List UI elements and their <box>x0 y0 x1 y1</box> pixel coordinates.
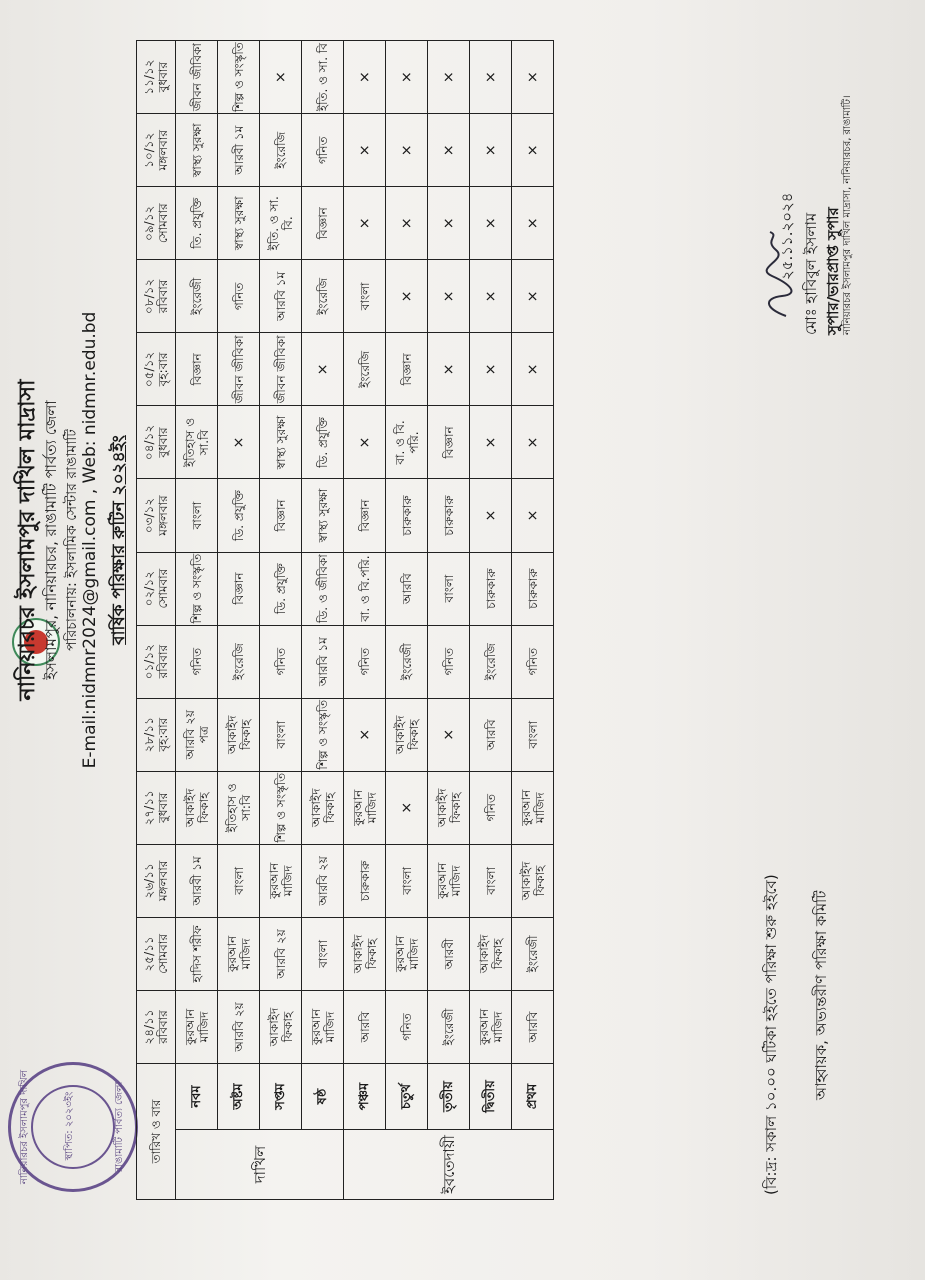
date-label: ১১/১২ <box>142 59 156 95</box>
subject-cell: × <box>428 187 470 260</box>
date-label: ০১/১২ <box>142 644 156 680</box>
subject-cell: ইংরেজী <box>176 260 218 333</box>
subject-cell: আকাইদ ফিকাহ <box>260 990 302 1063</box>
class-label: প্রথম <box>512 1064 554 1130</box>
exam-routine-table <box>136 40 554 1200</box>
director-line: পরিচালনায়: ইসলামিক সেন্টার রাঙামাটি <box>64 429 80 651</box>
table-body <box>176 41 554 1200</box>
subject-cell: আকাইদ ফিকাহ <box>218 698 260 771</box>
subject-cell: বিজ্ঞান <box>260 479 302 552</box>
subject-cell: আরবি ২য় <box>218 990 260 1063</box>
address-line: ইসলামপুর, নানিয়ারচর, রাঙামাটি পার্বত্য জেলা <box>42 400 60 680</box>
signature-stamp-text: নানিয়ারচর ইসলামপুর দাখিল মাদ্রাসা, নানিয়ারচর, রাঙামাটি। <box>842 95 853 335</box>
subject-cell: ডি. প্রযুক্তি <box>302 406 344 479</box>
date-label: ১০/১২ <box>142 132 156 168</box>
table-row <box>344 41 386 1200</box>
date-label: ০৯/১২ <box>142 205 156 241</box>
section-label: দাখিল <box>176 1130 344 1200</box>
subject-cell: বিজ্ঞান <box>302 187 344 260</box>
date-header-cell <box>137 333 176 406</box>
subject-cell: চারুকারু <box>344 844 386 917</box>
date-label: ০৫/১২ <box>142 351 156 388</box>
subject-cell: কুরআন মাজিদ <box>386 917 428 990</box>
subject-cell: বাংলা <box>470 844 512 917</box>
subject-cell: × <box>386 771 428 844</box>
subject-cell: আরবী ১ম <box>176 844 218 917</box>
subject-cell: ডি. প্রযুক্তি <box>218 479 260 552</box>
seal-mid-text: স্থাপিত: ২০২৩ইং <box>64 1091 75 1161</box>
subject-cell: আরবি <box>386 552 428 625</box>
subject-cell: হাদিস শরীফ <box>176 917 218 990</box>
subject-cell: গনিত <box>512 625 554 698</box>
day-label: বুধবার <box>156 62 170 93</box>
routine-title: বার্ষিক পরিক্ষার রুটিন ২০২৪ইং <box>109 435 129 645</box>
subject-cell: কুরআন মাজিদ <box>176 990 218 1063</box>
day-label: মঙ্গলবার <box>156 860 170 902</box>
signatory-title: সুপার/ভারপ্রাপ্ত সুপার <box>824 207 842 335</box>
subject-cell: আরবি ১ম <box>302 625 344 698</box>
date-header-cell <box>137 41 176 114</box>
day-label: সোমবার <box>156 934 170 974</box>
subject-cell: জীবন জীবিকা <box>260 333 302 406</box>
subject-cell: বিজ্ঞান <box>176 333 218 406</box>
subject-cell: × <box>302 333 344 406</box>
subject-cell: শিল্প ও সংস্কৃতি <box>260 771 302 844</box>
subject-cell: গনিত <box>260 625 302 698</box>
subject-cell: কুরআন মাজিদ <box>428 844 470 917</box>
subject-cell: স্বাস্থ্য সুরক্ষা <box>218 187 260 260</box>
subject-cell: × <box>470 114 512 187</box>
subject-cell: × <box>344 406 386 479</box>
header-corner: তারিখ ও বার <box>137 1064 176 1200</box>
subject-cell: × <box>512 41 554 114</box>
subject-cell: আরবি ২য় <box>302 844 344 917</box>
subject-cell: × <box>260 41 302 114</box>
subject-cell: ইংরেজী <box>386 625 428 698</box>
date-header-cell <box>137 771 176 844</box>
day-label: বৃহ:বার <box>156 717 170 752</box>
subject-cell: × <box>386 187 428 260</box>
date-label: ০৮/১২ <box>142 278 156 314</box>
table-row <box>176 41 218 1200</box>
subject-cell: × <box>386 41 428 114</box>
subject-cell: চারুকারু <box>428 479 470 552</box>
subject-cell: × <box>386 260 428 333</box>
subject-cell: আরবি <box>470 698 512 771</box>
subject-cell: কুরআন মাজিদ <box>470 990 512 1063</box>
subject-cell: ইতিহাস ও সা.বি <box>176 406 218 479</box>
subject-cell: × <box>512 406 554 479</box>
subject-cell: গনিত <box>218 260 260 333</box>
subject-cell: ইংরেজি <box>470 625 512 698</box>
subject-cell: কুরআন মাজিদ <box>218 917 260 990</box>
subject-cell: ইতি. ও সা. বি. <box>260 187 302 260</box>
date-label: ২৬/১১ <box>142 863 156 899</box>
subject-cell: আরবী ১ম <box>218 114 260 187</box>
date-header-cell <box>137 990 176 1063</box>
day-label: রবিবার <box>156 644 170 679</box>
subject-cell: আরবী <box>428 917 470 990</box>
subject-cell: বাংলা <box>218 844 260 917</box>
subject-cell: শিল্প ও সংস্কৃতি <box>176 552 218 625</box>
subject-cell: × <box>386 114 428 187</box>
subject-cell: × <box>512 260 554 333</box>
class-label: পঞ্চম <box>344 1064 386 1130</box>
subject-cell: বাংলা <box>176 479 218 552</box>
class-label: সপ্তম <box>260 1064 302 1130</box>
subject-cell: × <box>428 260 470 333</box>
subject-cell: আরবি ২য় <box>260 917 302 990</box>
subject-cell: আকাইদ ফিকাহ <box>344 917 386 990</box>
date-header-cell <box>137 406 176 479</box>
date-header-cell <box>137 187 176 260</box>
subject-cell: × <box>512 114 554 187</box>
subject-cell: × <box>344 41 386 114</box>
subject-cell: বিজ্ঞান <box>428 406 470 479</box>
subject-cell: ইতি. ও সা. বি <box>302 41 344 114</box>
date-header-cell <box>137 844 176 917</box>
signatory-name: মোঃ হাবিবুল ইসলাম <box>802 212 820 335</box>
day-label: মঙ্গলবার <box>156 130 170 171</box>
day-label: সোমবার <box>156 568 170 609</box>
class-label: দ্বিতীয় <box>470 1064 512 1130</box>
date-header-cell <box>137 552 176 625</box>
signature-date: ২৫.১১.২০২৪ <box>778 192 796 280</box>
day-label: মঙ্গলবার <box>156 495 170 536</box>
subject-cell: ইংরেজি <box>302 260 344 333</box>
subject-cell: বিজ্ঞান <box>386 333 428 406</box>
subject-cell: চারুকারু <box>470 552 512 625</box>
subject-cell: গনিত <box>428 625 470 698</box>
table-row <box>470 41 512 1200</box>
subject-cell: × <box>470 187 512 260</box>
table-header-row <box>137 41 176 1200</box>
subject-cell: × <box>344 114 386 187</box>
date-label: ০৩/১২ <box>142 497 156 534</box>
subject-cell: × <box>512 333 554 406</box>
subject-cell: কুরআন মাজিদ <box>344 771 386 844</box>
madrasa-seal-stamp <box>8 1062 138 1192</box>
date-label: ২৮/১১ <box>142 717 156 753</box>
subject-cell: ইংরেজী <box>428 990 470 1063</box>
date-header-cell <box>137 479 176 552</box>
subject-cell: তি. প্রযুক্তি <box>176 187 218 260</box>
subject-cell: কুরআন মাজিদ <box>512 771 554 844</box>
subject-cell: আকাইদ ফিকাহ <box>512 844 554 917</box>
subject-cell: × <box>428 114 470 187</box>
seal-top-text: নানিয়ারচর ইসলামপুর দাখিল <box>19 1069 30 1185</box>
subject-cell: বা. ও বি. পরি. <box>386 406 428 479</box>
subject-cell: বাংলা <box>428 552 470 625</box>
subject-cell: × <box>512 479 554 552</box>
subject-cell: আকাইদ ফিকাহ <box>176 771 218 844</box>
subject-cell: আকাইদ ফিকাহ <box>470 917 512 990</box>
date-label: ২৪/১১ <box>142 1009 156 1045</box>
subject-cell: স্বাস্থ্য সুরক্ষা <box>302 479 344 552</box>
subject-cell: কুরআন মাজিদ <box>302 990 344 1063</box>
subject-cell: ডি. প্রযুক্তি <box>260 552 302 625</box>
subject-cell: জীবন জীবিকা <box>176 41 218 114</box>
seal-bottom-text: রাঙামাটি পার্বত্য জেলা <box>114 1081 125 1173</box>
page-title: নানিয়ারচর ইসলামপুর দাখিল মাদ্রাসা <box>15 379 40 701</box>
date-header-cell <box>137 260 176 333</box>
subject-cell: ইংরেজি <box>344 333 386 406</box>
subject-cell: × <box>512 187 554 260</box>
subject-cell: × <box>470 333 512 406</box>
class-label: অষ্টম <box>218 1064 260 1130</box>
subject-cell: ইতিহাস ও সা:বি <box>218 771 260 844</box>
seal-inner-ring <box>31 1085 115 1169</box>
class-label: তৃতীয় <box>428 1064 470 1130</box>
class-label: নবম <box>176 1064 218 1130</box>
subject-cell: চারুকারু <box>512 552 554 625</box>
table-row <box>302 41 344 1200</box>
subject-cell: × <box>218 406 260 479</box>
subject-cell: বাংলা <box>260 698 302 771</box>
date-header-cell <box>137 698 176 771</box>
subject-cell: গনিত <box>176 625 218 698</box>
table-row <box>260 41 302 1200</box>
subject-cell: স্বাস্থ্য সুরক্ষা <box>176 114 218 187</box>
date-label: ০২/১২ <box>142 570 156 607</box>
subject-cell: বাংলা <box>344 260 386 333</box>
subject-cell: আকাইদ ফিকাহ <box>386 698 428 771</box>
subject-cell: বিজ্ঞান <box>344 479 386 552</box>
subject-cell: কুরআন মাজিদ <box>260 844 302 917</box>
subject-cell: গনিত <box>302 114 344 187</box>
subject-cell: জীবন জীবিকা <box>218 333 260 406</box>
subject-cell: আরবি <box>344 990 386 1063</box>
subject-cell: × <box>470 406 512 479</box>
table-row <box>218 41 260 1200</box>
subject-cell: × <box>428 698 470 771</box>
subject-cell: × <box>428 333 470 406</box>
subject-cell: আকাইদ ফিকাহ <box>428 771 470 844</box>
subject-cell: × <box>344 187 386 260</box>
subject-cell: বাংলা <box>512 698 554 771</box>
class-label: ষষ্ঠ <box>302 1064 344 1130</box>
date-header-cell <box>137 625 176 698</box>
class-label: চতুর্থ <box>386 1064 428 1130</box>
date-label: ২৭/১১ <box>142 790 156 826</box>
subject-cell: গনিত <box>470 771 512 844</box>
subject-cell: আরবি <box>512 990 554 1063</box>
email-web-line: E-mail:nidmnr2024@gmail.com , Web: nidmnr.edu.bd <box>80 311 100 769</box>
day-label: বুধবার <box>156 792 170 823</box>
subject-cell: × <box>428 41 470 114</box>
table-row <box>512 41 554 1200</box>
subject-cell: ইংরেজি <box>218 625 260 698</box>
day-label: বুধবার <box>156 427 170 458</box>
subject-cell: ডি. ও জীবিকা <box>302 552 344 625</box>
date-header-cell <box>137 114 176 187</box>
date-label: ২৫/১১ <box>142 936 156 972</box>
day-label: রবিবার <box>156 1010 170 1044</box>
section-label: ইবতেদায়ী <box>344 1130 554 1200</box>
subject-cell: × <box>470 41 512 114</box>
day-label: বৃহ:বার <box>156 352 170 387</box>
committee-label: আহ্বায়ক, অভ্যন্তরীণ পরিক্ষা কমিটি <box>812 890 830 1100</box>
subject-cell: বাংলা <box>386 844 428 917</box>
subject-cell: বিজ্ঞান <box>218 552 260 625</box>
subject-cell: ইংরেজি <box>260 114 302 187</box>
subject-cell: আরবি ২য় পত্র <box>176 698 218 771</box>
subject-cell: × <box>470 479 512 552</box>
subject-cell: চারুকারু <box>386 479 428 552</box>
subject-cell: আকাইদ ফিকাহ <box>302 771 344 844</box>
table-row <box>386 41 428 1200</box>
subject-cell: × <box>344 698 386 771</box>
subject-cell: বা. ও বি.পরি. <box>344 552 386 625</box>
subject-cell: গনিত <box>386 990 428 1063</box>
day-label: সোমবার <box>156 203 170 244</box>
note-text: (বি:দ্র: সকাল ১০.০০ ঘটিকা হইতে পরিক্ষা শুরু হইবে) <box>762 874 780 1195</box>
day-label: রবিবার <box>156 279 170 314</box>
subject-cell: × <box>470 260 512 333</box>
subject-cell: গনিত <box>344 625 386 698</box>
date-header-cell <box>137 917 176 990</box>
subject-cell: আরবি ১ম <box>260 260 302 333</box>
subject-cell: বাংলা <box>302 917 344 990</box>
date-label: ০৪/১২ <box>142 424 156 461</box>
table-row <box>428 41 470 1200</box>
subject-cell: স্বাস্থ্য সুরক্ষা <box>260 406 302 479</box>
subject-cell: ইংরেজী <box>512 917 554 990</box>
subject-cell: শিল্প ও সংস্কৃতি <box>302 698 344 771</box>
subject-cell: শিল্প ও সংস্কৃতি <box>218 41 260 114</box>
